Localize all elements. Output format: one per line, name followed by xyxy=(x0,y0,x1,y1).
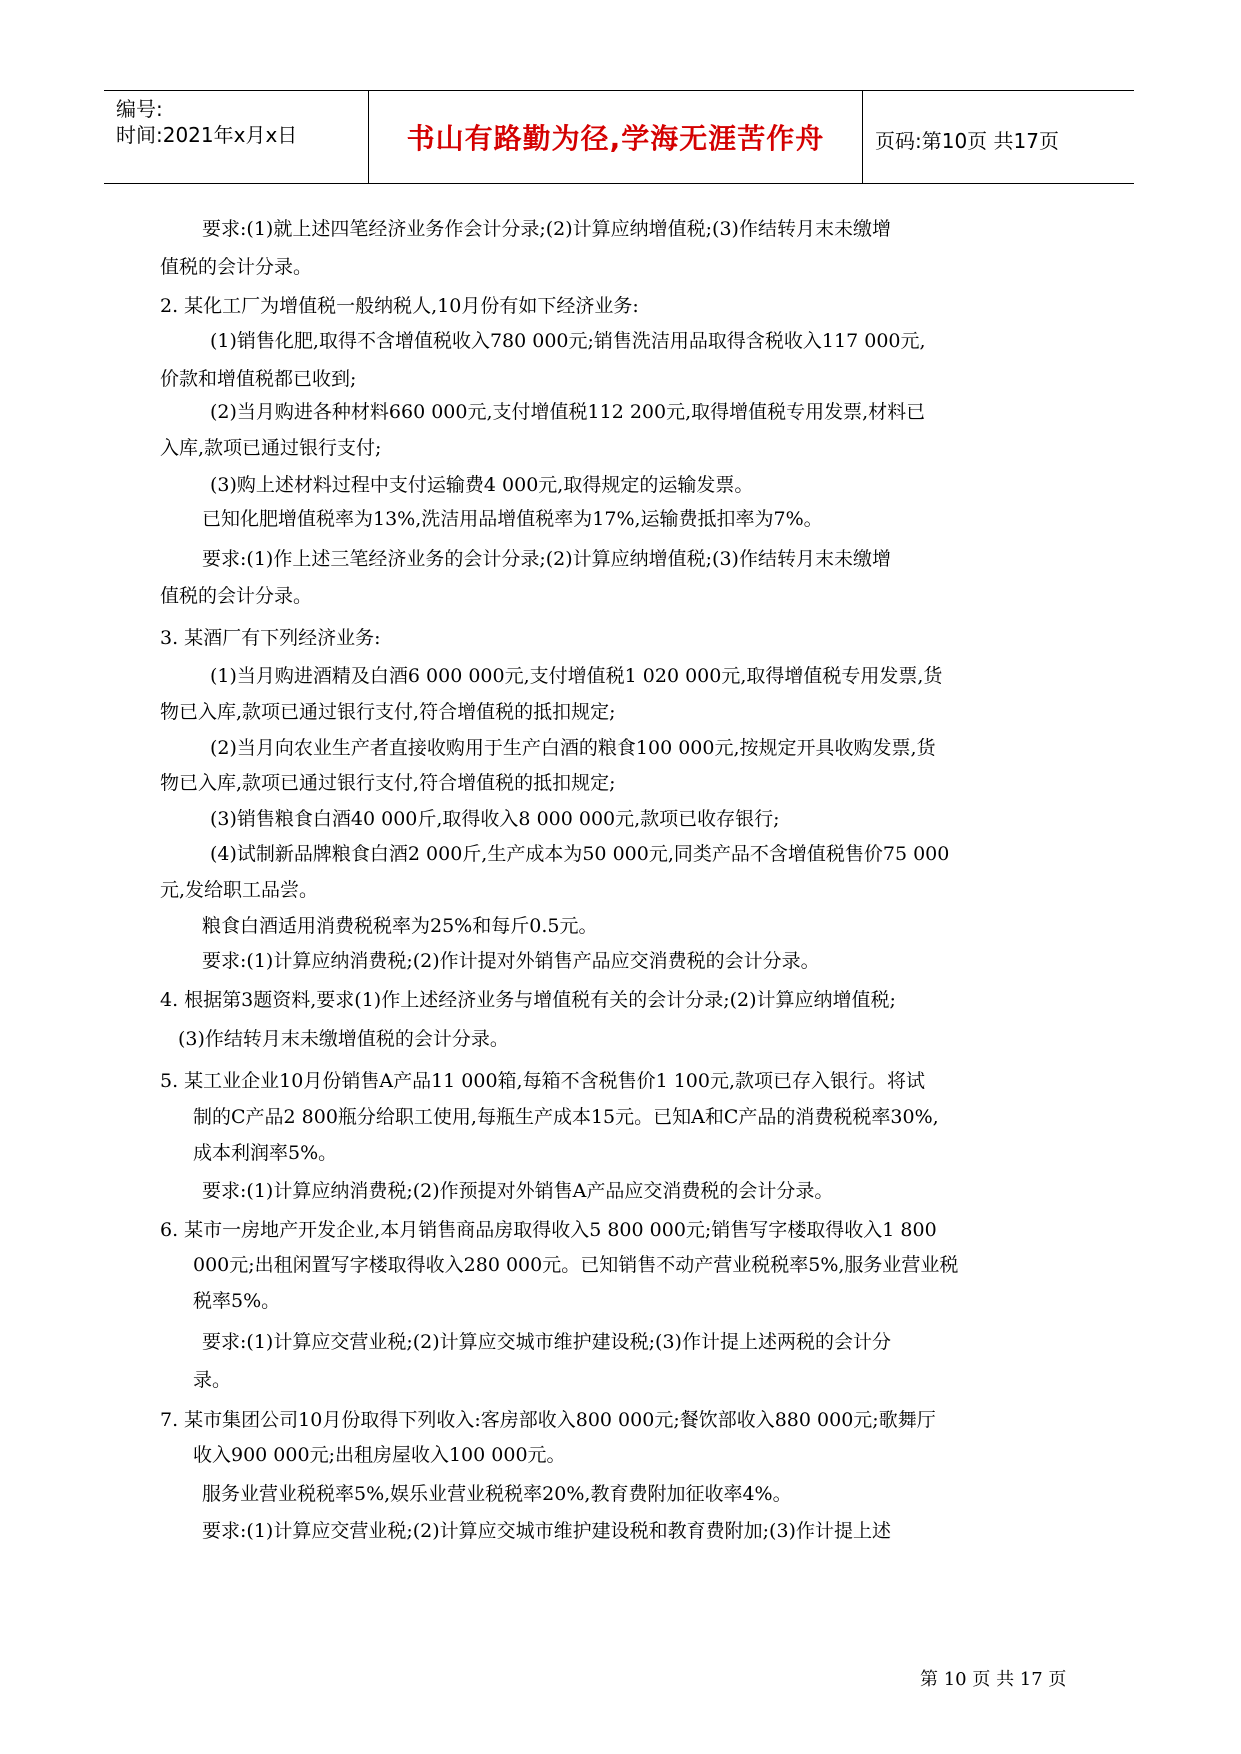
text-line: 已知化肥增值税率为13%,洗洁用品增值税率为17%,运输费抵扣率为7%。 xyxy=(202,508,823,530)
text-line: 7. 某市集团公司10月份取得下列收入:客房部收入800 000元;餐饮部收入880 000元;歌舞厅 xyxy=(160,1409,936,1431)
serial-number-label: 编号: xyxy=(116,97,163,121)
text-line: 4. 根据第3题资料,要求(1)作上述经济业务与增值税有关的会计分录;(2)计算应纳增值税; xyxy=(160,989,896,1011)
text-line: 要求:(1)计算应纳消费税;(2)作预提对外销售A产品应交消费税的会计分录。 xyxy=(202,1180,834,1202)
header-motto: 书山有路勤为径,学海无涯苦作舟 xyxy=(406,122,825,155)
text-line: 2. 某化工厂为增值税一般纳税人,10月份有如下经济业务: xyxy=(160,295,639,317)
date-label: 时间:2021年x月x日 xyxy=(116,123,298,147)
text-line: 物已入库,款项已通过银行支付,符合增值税的抵扣规定; xyxy=(160,772,616,794)
page-code: 页码:第10页 共17页 xyxy=(875,129,1059,153)
text-line: 价款和增值税都已收到; xyxy=(160,368,357,390)
text-line: (2)当月向农业生产者直接收购用于生产白酒的粮食100 000元,按规定开具收购发票,货 xyxy=(210,737,936,759)
text-line: (3)作结转月末未缴增值税的会计分录。 xyxy=(178,1028,509,1050)
text-line: 值税的会计分录。 xyxy=(160,256,313,278)
text-line: (4)试制新品牌粮食白酒2 000斤,生产成本为50 000元,同类产品不含增值税售价75 000 xyxy=(210,843,950,865)
text-line: 服务业营业税税率5%,娱乐业营业税税率20%,教育费附加征收率4%。 xyxy=(202,1483,792,1505)
text-line: 值税的会计分录。 xyxy=(160,585,313,607)
text-line: 3. 某酒厂有下列经济业务: xyxy=(160,627,381,649)
text-line: 6. 某市一房地产开发企业,本月销售商品房取得收入5 800 000元;销售写字楼取得收入1 800 xyxy=(160,1219,937,1241)
text-line: 税率5%。 xyxy=(193,1290,281,1312)
text-line: (1)销售化肥,取得不含增值税收入780 000元;销售洗洁用品取得含税收入117 000元, xyxy=(210,330,926,352)
text-line: 录。 xyxy=(193,1369,232,1391)
text-line: 入库,款项已通过银行支付; xyxy=(160,437,382,459)
page-footer: 第 10 页 共 17 页 xyxy=(920,1669,1067,1690)
text-line: 要求:(1)计算应交营业税;(2)计算应交城市维护建设税和教育费附加;(3)作计提上述 xyxy=(202,1520,891,1542)
text-line: 收入900 000元;出租房屋收入100 000元。 xyxy=(193,1444,566,1466)
text-line: (3)购上述材料过程中支付运输费4 000元,取得规定的运输发票。 xyxy=(210,474,754,496)
text-line: (1)当月购进酒精及白酒6 000 000元,支付增值税1 020 000元,取得增值税专用发票,货 xyxy=(210,665,943,687)
text-line: (3)销售粮食白酒40 000斤,取得收入8 000 000元,款项已收存银行; xyxy=(210,808,780,830)
text-line: 要求:(1)计算应交营业税;(2)计算应交城市维护建设税;(3)作计提上述两税的会计分 xyxy=(202,1331,891,1353)
text-line: 000元;出租闲置写字楼取得收入280 000元。已知销售不动产营业税税率5%,服务业营业税 xyxy=(193,1254,959,1276)
text-line: 要求:(1)就上述四笔经济业务作会计分录;(2)计算应纳增值税;(3)作结转月末未缴增 xyxy=(202,218,891,240)
text-line: 粮食白酒适用消费税税率为25%和每斤0.5元。 xyxy=(202,915,598,937)
text-line: 成本利润率5%。 xyxy=(193,1142,338,1164)
text-line: 物已入库,款项已通过银行支付,符合增值税的抵扣规定; xyxy=(160,701,616,723)
text-line: (2)当月购进各种材料660 000元,支付增值税112 200元,取得增值税专用发票,材料已 xyxy=(210,401,926,423)
text-line: 5. 某工业企业10月份销售A产品11 000箱,每箱不含税售价1 100元,款项已存入银行。将试 xyxy=(160,1070,926,1092)
text-line: 制的C产品2 800瓶分给职工使用,每瓶生产成本15元。已知A和C产品的消费税税率30%, xyxy=(193,1106,939,1128)
text-line: 元,发给职工品尝。 xyxy=(160,879,319,901)
text-line: 要求:(1)作上述三笔经济业务的会计分录;(2)计算应纳增值税;(3)作结转月末未缴增 xyxy=(202,548,891,570)
text-line: 要求:(1)计算应纳消费税;(2)作计提对外销售产品应交消费税的会计分录。 xyxy=(202,950,820,972)
